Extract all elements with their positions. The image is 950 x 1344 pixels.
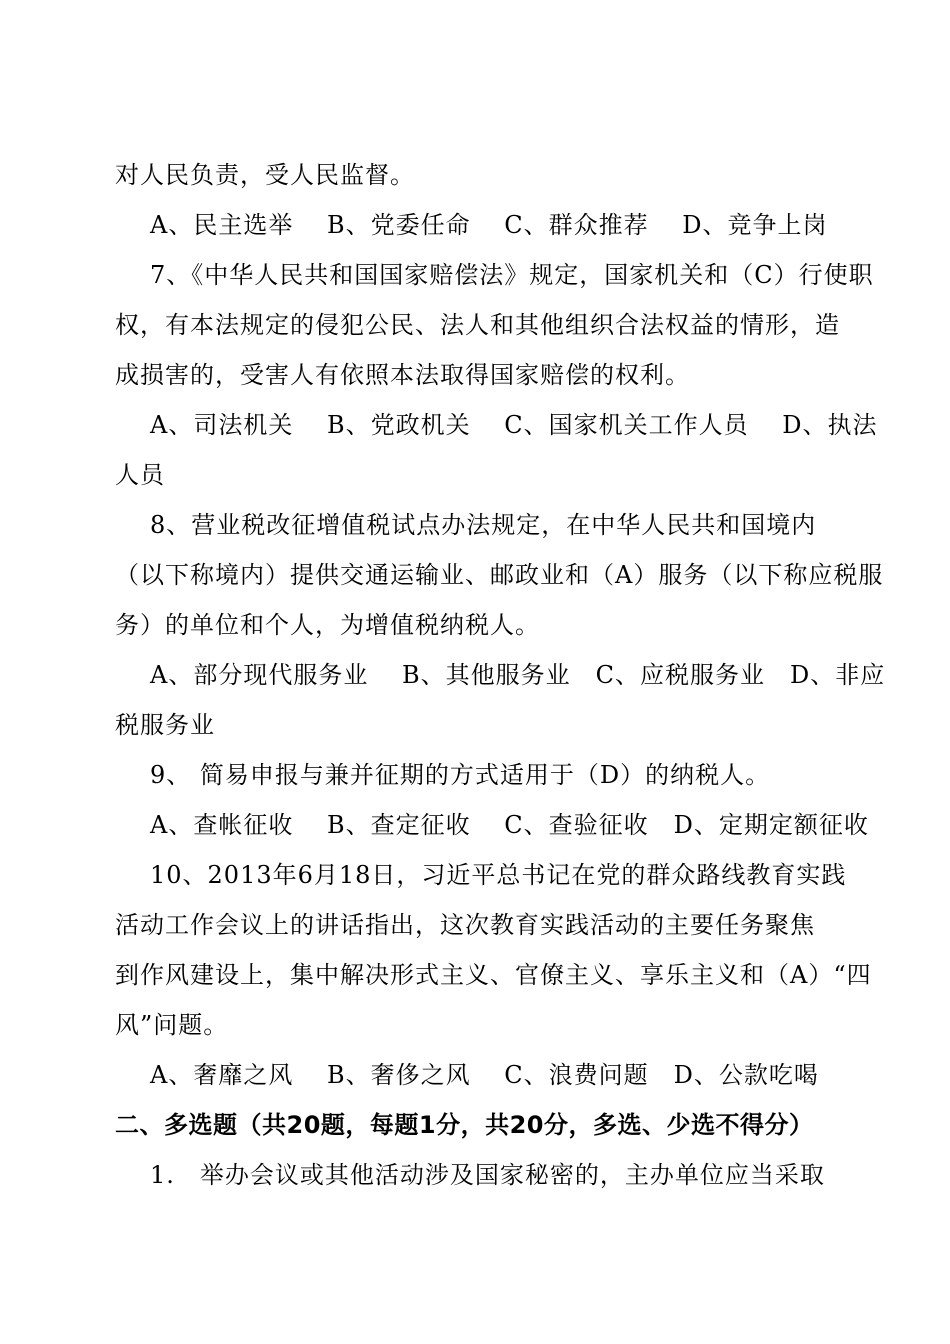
question-10: 10、2013年6月18日，习近平总书记在党的群众路线教育实践 — [150, 861, 847, 889]
answer-options: A、司法机关 B、党政机关 C、国家机关工作人员 D、执法 — [150, 411, 878, 439]
question-7: 7、《中华人民共和国国家赔偿法》规定，国家机关和（C）行使职 — [150, 261, 874, 289]
text-line: 税服务业 — [115, 711, 215, 739]
question-9: 9、 简易申报与兼并征期的方式适用于（D）的纳税人。 — [150, 761, 771, 789]
question-8: 8、营业税改征增值税试点办法规定，在中华人民共和国境内 — [150, 511, 817, 539]
answer-options: A、奢靡之风 B、奢侈之风 C、浪费问题 D、公款吃喝 — [150, 1061, 819, 1089]
answer-options: A、查帐征收 B、查定征收 C、查验征收 D、定期定额征收 — [150, 811, 869, 839]
section-heading: 二、多选题（共20题，每题1分，共20分，多选、少选不得分） — [115, 1111, 814, 1139]
text-line: 对人民负责，受人民监督。 — [115, 161, 415, 189]
text-line: 到作风建设上，集中解决形式主义、官僚主义、享乐主义和（A）“四 — [115, 961, 872, 989]
answer-options: A、民主选举 B、党委任命 C、群众推荐 D、竞争上岗 — [150, 211, 828, 239]
text-line: 务）的单位和个人，为增值税纳税人。 — [115, 611, 540, 639]
text-line: （以下称境内）提供交通运输业、邮政业和（A）服务（以下称应税服 — [115, 561, 884, 589]
text-line: 活动工作会议上的讲话指出，这次教育实践活动的主要任务聚焦 — [115, 911, 815, 939]
answer-options: A、部分现代服务业 B、其他服务业 C、应税服务业 D、非应 — [150, 661, 886, 689]
question-1: 1. 举办会议或其他活动涉及国家秘密的，主办单位应当采取 — [150, 1161, 825, 1189]
text-line: 风”问题。 — [115, 1011, 229, 1039]
text-line: 人员 — [115, 461, 165, 489]
text-line: 成损害的，受害人有依照本法取得国家赔偿的权利。 — [115, 361, 690, 389]
text-line: 权，有本法规定的侵犯公民、法人和其他组织合法权益的情形，造 — [115, 311, 840, 339]
